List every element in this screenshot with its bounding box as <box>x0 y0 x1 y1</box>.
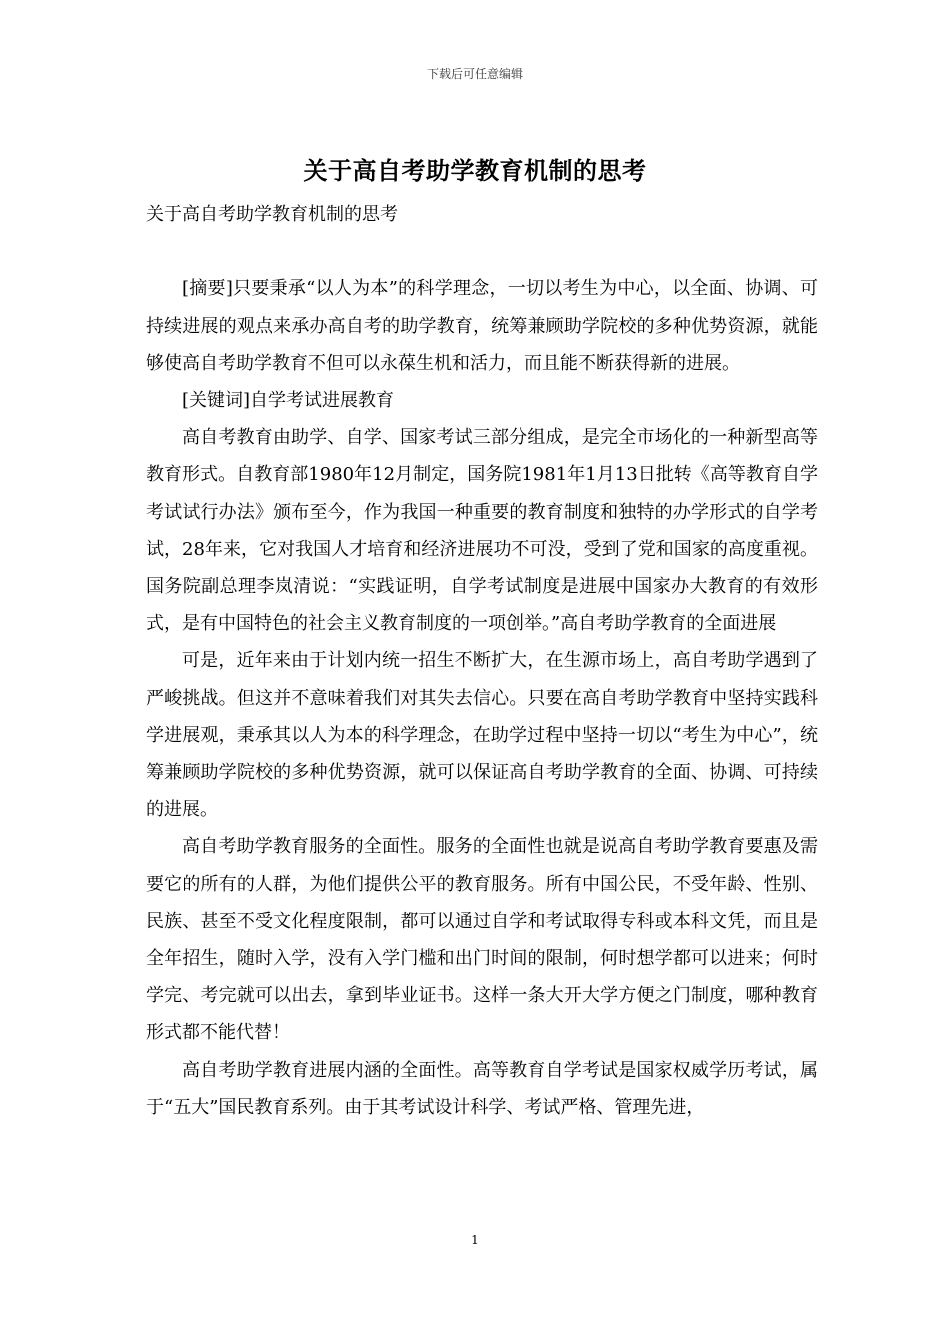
body-paragraph: 可是，近年来由于计划内统一招生不断扩大，在生源市场上，高自考助学遇到了严峻挑战。但这并不意味着我们对其失去信心。只要在高自考助学教育中坚持实践科学进展观，秉承其以人为本的科学理念，在助学过程中坚持一切以“考生为中心”，统筹兼顾助学院校的多种优势资源，就可以保证高自考助学教育的全面、协调、可持续的进展。 <box>146 650 818 821</box>
page-number: 1 <box>471 1233 479 1247</box>
document-body <box>146 196 818 1126</box>
body-paragraph: 高自考助学教育服务的全面性。服务的全面性也就是说高自考助学教育要惠及需要它的所有的人群，为他们提供公平的教育服务。所有中国公民，不受年龄、性别、民族、甚至不受文化程度限制，都可以通过自学和考试取得专科或本科文凭，而且是全年招生，随时入学，没有入学门槛和出门时间的限制，何时想学都可以进来；何时学完、考完就可以出去，拿到毕业证书。这样一条大开大学方便之门制度，哪种教育形式都不能代替！ <box>146 836 818 1044</box>
body-paragraph: 高自考教育由助学、自学、国家考试三部分组成，是完全市场化的一种新型高等教育形式。自教育部1980年12月制定，国务院1981年1月13日批转《高等教育自学考试试行办法》颁布至今，作为我国一种重要的教育制度和独特的办学形式的自学考试，28年来，它对我国人才培育和经济进展功不可没，受到了党和国家的高度重视。国务院副总理李岚清说：“实践证明，自学考试制度是进展中国家办大教育的有效形式，是有中国特色的社会主义教育制度的一项创举。”高自考助学教育的全面进展 <box>146 427 818 635</box>
document-title: 关于高自考助学教育机制的思考 <box>303 156 647 185</box>
keywords-paragraph: [关键词]自学考试进展教育 <box>182 390 395 411</box>
body-paragraph: 高自考助学教育进展内涵的全面性。高等教育自学考试是国家权威学历考试，属于“五大”国民教育系列。由于其考试设计科学、考试严格、管理先进， <box>146 1059 818 1118</box>
blank-line <box>146 233 818 270</box>
document-subtitle: 关于高自考助学教育机制的思考 <box>146 204 398 225</box>
abstract-paragraph: [摘要]只要秉承“以人为本”的科学理念，一切以考生为中心，以全面、协调、可持续进展的观点来承办高自考的助学教育，统筹兼顾助学院校的多种优势资源，就能够使高自考助学教育不但可以永葆生机和活力，而且能不断获得新的进展。 <box>146 278 818 374</box>
page-header-note: 下载后可任意编辑 <box>426 67 523 81</box>
